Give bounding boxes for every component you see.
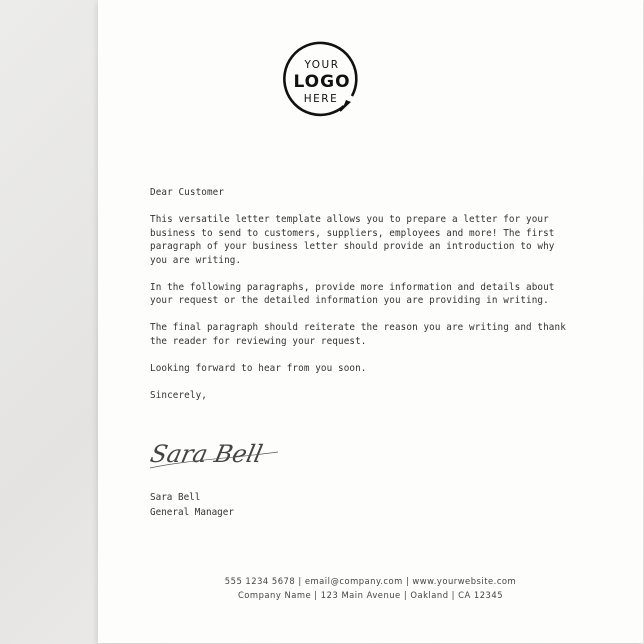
signer-block	[150, 490, 450, 520]
logo-placeholder	[282, 40, 362, 120]
footer-address-line: Company Name | 123 Main Avenue | Oakland | CA 12345	[237, 590, 504, 600]
handwritten-signature	[146, 430, 286, 478]
closing-line: Looking forward to hear from you soon.	[150, 362, 367, 374]
paragraph-1: This versatile letter template allows you to prepare a letter for your business to send to customers, suppliers, employees and more! The first paragraph of your business letter should provide an introduction to why you are writing.	[150, 213, 555, 266]
sign-off: Sincerely,	[150, 389, 207, 401]
arrow-circle-icon	[282, 40, 362, 120]
paragraph-2: In the following paragraphs, provide more information and details about your request or the detailed information you are providing in writing.	[150, 281, 555, 307]
letterhead-sheet	[98, 0, 643, 643]
paragraph-3: The final paragraph should reiterate the reason you are writing and thank the reader for reviewing your request.	[150, 322, 566, 347]
greeting: Dear Customer	[150, 187, 225, 198]
signer-title: General Manager	[150, 507, 234, 518]
logo-line-2: LOGO	[293, 72, 351, 92]
logo-line-1: YOUR	[304, 59, 340, 71]
signer-name: Sara Bell	[150, 492, 201, 503]
logo-line-3: HERE	[303, 93, 339, 105]
signature-text: Sara Bell	[147, 439, 266, 468]
letter-body	[150, 186, 570, 416]
footer-contact-line: 555 1234 5678 | email@company.com | www.yourwebsite.com	[224, 576, 517, 586]
